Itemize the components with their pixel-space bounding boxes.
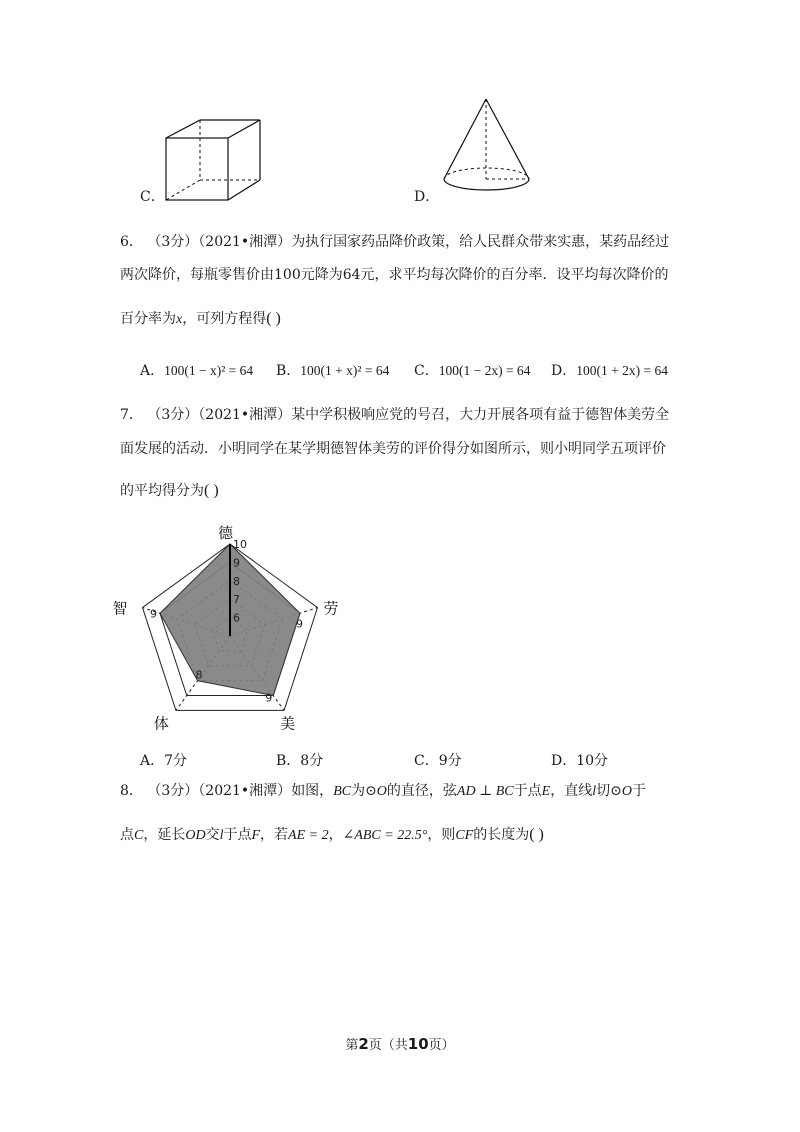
radar-value-label: 9 — [265, 691, 273, 705]
q8-math-cf: CF — [455, 828, 474, 843]
radar-value-label: 9 — [295, 617, 303, 631]
q6-answer-bracket[interactable]: ( ) — [266, 310, 281, 327]
q6-option-d[interactable] — [551, 360, 668, 380]
q6-number: 6． — [120, 234, 143, 250]
q7-line-2 — [120, 440, 666, 458]
q6-option-c[interactable] — [414, 360, 530, 380]
option-label: C． — [414, 753, 439, 769]
q6-option-b[interactable] — [276, 360, 389, 380]
q8-answer-bracket[interactable]: ( ) — [529, 826, 544, 843]
q8-number: 8． — [120, 783, 143, 799]
q7-option-a[interactable] — [140, 750, 187, 770]
q8-math-od: OD — [185, 828, 206, 843]
q8-math-f: F — [251, 828, 261, 843]
q8-text: 的长度为 — [473, 827, 530, 843]
q6-line-2 — [120, 266, 669, 284]
q8-line-1 — [120, 782, 646, 801]
q8-source: （2021•湘潭） — [198, 783, 292, 799]
q8-math-l: l — [592, 784, 597, 799]
option-label: C． — [414, 363, 439, 379]
q8-text: 为 — [351, 783, 366, 799]
q8-math-e: E — [541, 784, 551, 799]
q8-math-circle-o: ⊙O — [365, 784, 387, 799]
q8-text: ， — [328, 827, 343, 843]
q8-text: 如图， — [291, 783, 334, 799]
q5-option-c-label: C． — [140, 189, 165, 205]
q6-option-a[interactable] — [140, 360, 253, 380]
option-label: B． — [276, 753, 301, 769]
option-label: D． — [551, 753, 577, 769]
q5-option-d[interactable] — [414, 95, 544, 207]
q7-option-b[interactable] — [276, 750, 323, 770]
q8-math-ae: AE = 2 — [288, 828, 329, 843]
radar-tick-label: 6 — [233, 611, 240, 625]
option-value: 7分 — [164, 753, 188, 769]
radar-value-label: 9 — [150, 607, 158, 621]
q8-text: ，若 — [260, 827, 289, 843]
q8-text: 的直径，弦 — [386, 783, 457, 799]
option-label: A． — [140, 363, 165, 379]
q8-score: （3分） — [147, 783, 199, 799]
q8-math-angle: ∠ABC = 22.5° — [342, 828, 428, 843]
q7-option-c[interactable] — [414, 750, 462, 770]
option-expression: 100(1 − x)² = 64 — [164, 363, 254, 378]
q6-score: （3分） — [147, 234, 199, 250]
option-value: 9分 — [438, 753, 462, 769]
q6-text-3b: ，可列方程得 — [182, 311, 267, 327]
q5-option-c[interactable] — [140, 112, 270, 207]
radar-category-label: 智 — [112, 599, 128, 618]
footer-text: 页） — [428, 1038, 455, 1053]
q7-option-d[interactable] — [551, 750, 608, 770]
option-label: D． — [551, 363, 577, 379]
q8-math-l: l — [219, 828, 224, 843]
radar-tick-label: 8 — [233, 574, 240, 588]
q6-line-1 — [120, 233, 669, 251]
q7-text-3: 的平均得分为 — [120, 483, 204, 499]
radar-value-label: 8 — [195, 668, 203, 682]
page-footer — [0, 1034, 800, 1053]
q8-text: 于点 — [223, 827, 252, 843]
option-value: 10分 — [576, 753, 609, 769]
q6-text-1: 为执行国家药品降价政策，给人民群众带来实惠，某药品经过 — [291, 234, 670, 250]
q6-source: （2021•湘潭） — [198, 234, 292, 250]
q7-number: 7． — [120, 407, 143, 423]
q7-answer-bracket[interactable]: ( ) — [204, 482, 219, 499]
cone-figure — [440, 95, 536, 199]
footer-total-pages: 10 — [407, 1035, 429, 1053]
option-value: 8分 — [300, 753, 324, 769]
q8-text: ，直线 — [550, 783, 593, 799]
radar-tick-label: 7 — [233, 593, 240, 607]
q8-text: 切 — [596, 783, 611, 799]
option-expression: 100(1 − 2x) = 64 — [438, 363, 531, 378]
q6-text-2: 两次降价，每瓶零售价由100元降为64元，求平均每次降价的百分率．设平均每次降价的 — [120, 267, 669, 283]
q7-text-1: 某中学积极响应党的号召，大力开展各项有益于德智体美劳全 — [291, 407, 670, 423]
q8-text: 于点 — [513, 783, 542, 799]
q7-score: （3分） — [147, 407, 199, 423]
footer-page-number: 2 — [358, 1035, 369, 1053]
radar-tick-label: 9 — [233, 556, 240, 570]
q8-text: ，延长 — [143, 827, 186, 843]
q7-source: （2021•湘潭） — [198, 407, 292, 423]
radar-chart — [112, 520, 350, 740]
q7-line-3 — [120, 482, 219, 500]
radar-category-label: 美 — [280, 714, 296, 733]
option-expression: 100(1 + 2x) = 64 — [576, 363, 668, 378]
q8-math-bc: BC — [333, 784, 352, 799]
q8-math-c: C — [134, 828, 144, 843]
q8-math-circle-o: ⊙O — [610, 784, 632, 799]
q8-text: ，则 — [427, 827, 456, 843]
q6-text-3a: 百分率为 — [120, 311, 176, 327]
q8-line-2 — [120, 826, 544, 845]
q5-option-d-label: D． — [414, 189, 440, 205]
q6-var-x: x — [176, 312, 183, 327]
option-expression: 100(1 + x)² = 64 — [300, 363, 390, 378]
q8-text: 点 — [120, 827, 134, 843]
footer-text: 页（共 — [368, 1038, 408, 1053]
radar-category-label: 德 — [218, 524, 234, 542]
q8-text: 于 — [631, 783, 646, 799]
cube-figure — [160, 112, 270, 204]
q6-line-3 — [120, 310, 281, 329]
q8-math-ad-perp-bc: AD ⊥ BC — [456, 784, 514, 799]
radar-tick-label: 10 — [233, 538, 247, 551]
footer-text: 第 — [345, 1038, 359, 1053]
option-label: B． — [276, 363, 301, 379]
q7-line-1 — [120, 406, 669, 424]
radar-category-label: 体 — [153, 714, 169, 733]
radar-category-label: 劳 — [323, 599, 339, 618]
q7-text-2: 面发展的活动．小明同学在某学期德智体美劳的评价得分如图所示，则小明同学五项评价 — [120, 441, 666, 457]
option-label: A． — [140, 753, 165, 769]
q8-text: 交 — [205, 827, 220, 843]
